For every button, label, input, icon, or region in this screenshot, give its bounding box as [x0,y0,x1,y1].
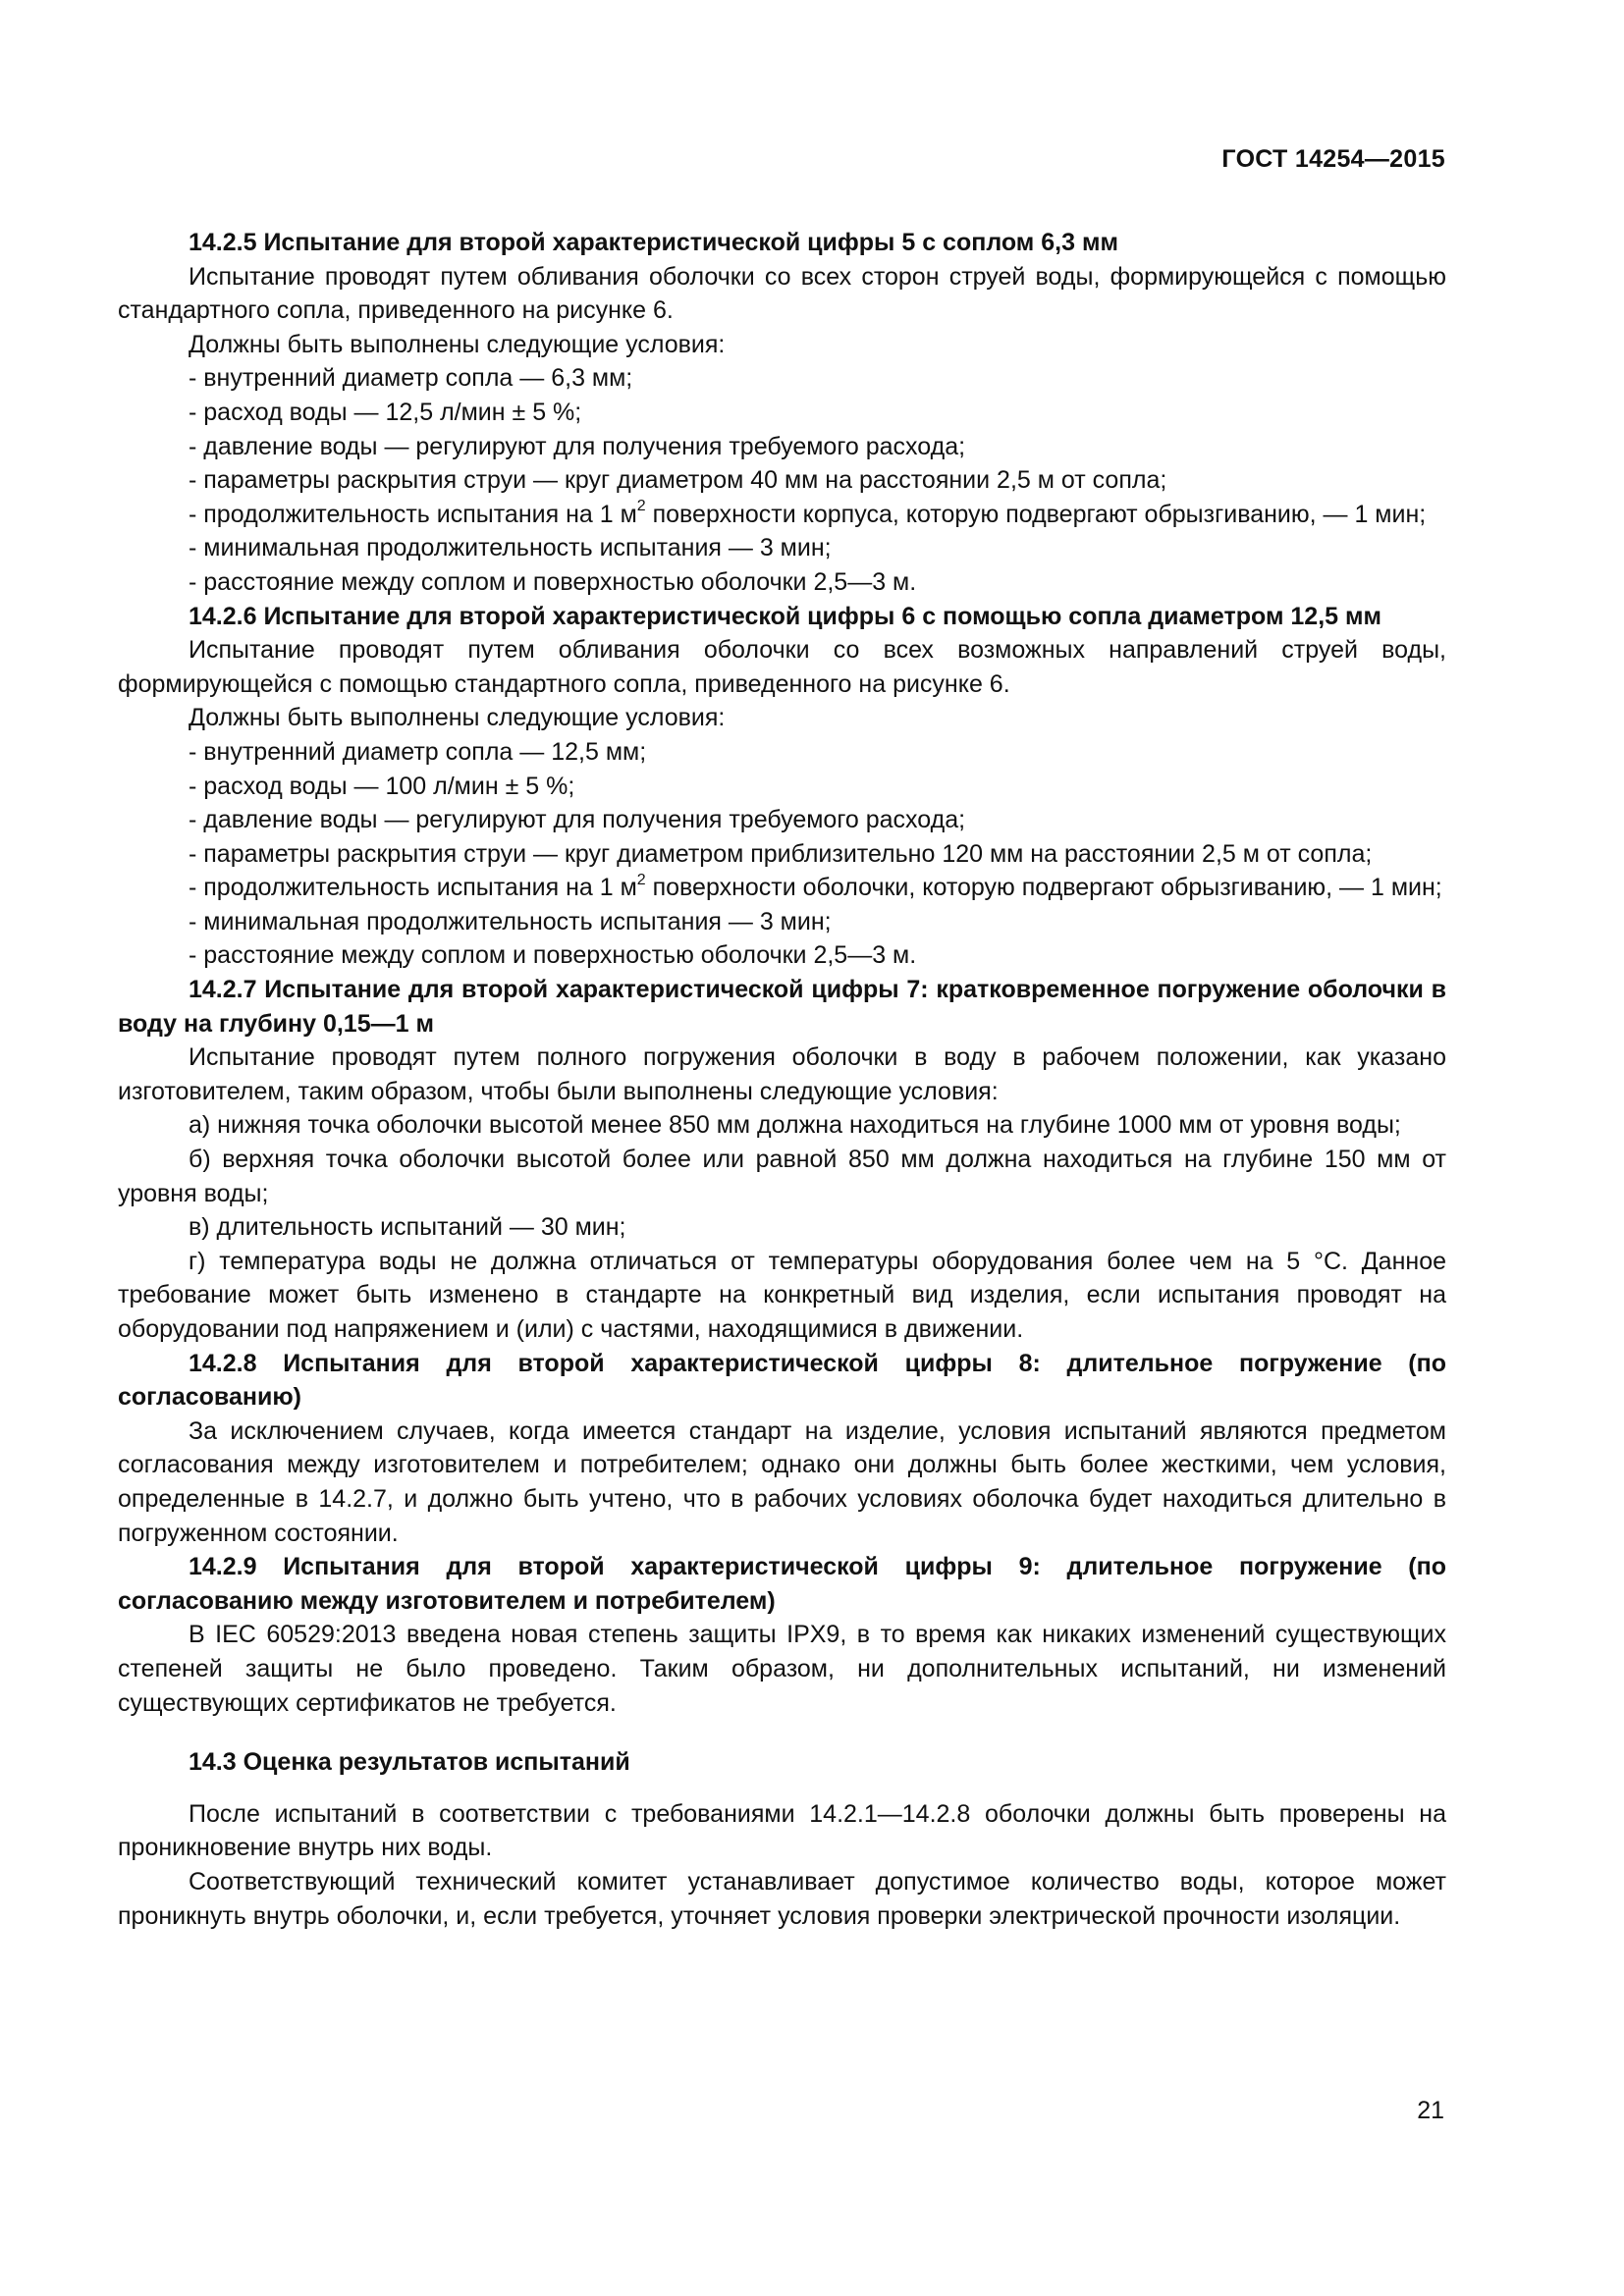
list-item: - расход воды — 12,5 л/мин ± 5 %; [189,398,582,426]
section-heading: 14.2.7 Испытание для второй характеристической цифры 7: кратковременное погружение оболочки в воду на глубину 0,15—1 м [118,976,1446,1038]
list-item: - давление воды — регулируют для получения требуемого расхода; [189,806,966,834]
list-item: г) температура воды не должна отличаться от температуры оборудования более чем на 5 °С. Данное требование может быть изменено в стандарте на конкретный вид изделия, если испытания проводят на оборудовании под напряжением и (или) с частями, находящимися в движении. [118,1247,1446,1343]
list-item [118,871,1446,905]
paragraph: В IEC 60529:2013 введена новая степень защиты IPX9, в то время как никаких изменений существующих степеней защиты не было проведено. Таким образом, ни дополнительных испытаний, ни изменений существующих сертификатов не требуется. [118,1621,1446,1717]
list-item-text: - продолжительность испытания на 1 м [189,874,637,902]
list-item: в) длительность испытаний — 30 мин; [189,1213,626,1242]
document-body [118,226,1446,1933]
document-code: ГОСТ 14254—2015 [1221,145,1445,173]
section-heading: 14.2.9 Испытания для второй характеристической цифры 9: длительное погружение (по согласованию между изготовителем и потребителем) [118,1553,1446,1615]
list-item [118,498,1446,532]
list-item: - минимальная продолжительность испытания — 3 мин; [189,907,832,935]
section-heading: 14.2.6 Испытание для второй характеристической цифры 6 с помощью сопла диаметром 12,5 мм [189,602,1381,630]
paragraph: Испытание проводят путем полного погружения оболочки в воду в рабочем положении, как указано изготовителем, таким образом, чтобы были выполнены следующие условия: [118,1043,1446,1105]
section-heading: 14.3 Оценка результатов испытаний [189,1748,630,1777]
paragraph: После испытаний в соответствии с требованиями 14.2.1—14.2.8 оболочки должны быть проверены на проникновение внутрь них воды. [118,1799,1446,1862]
paragraph: Испытание проводят путем обливания оболочки со всех возможных направлений струей воды, формирующейся с помощью стандартного сопла, приведенного на рисунке 6. [118,636,1446,698]
list-item: б) верхняя точка оболочки высотой более или равной 850 мм должна находиться на глубине 150 мм от уровня воды; [118,1146,1446,1207]
list-item: - минимальная продолжительность испытания — 3 мин; [189,534,832,562]
paragraph: Соответствующий технический комитет устанавливает допустимое количество воды, которое может проникнуть внутрь оболочки, и, если требуется, уточняет условия проверки электрической прочности изоляции. [118,1867,1446,1930]
paragraph: Испытание проводят путем обливания оболочки со всех сторон струей воды, формирующейся с помощью стандартного сопла, приведенного на рисунке 6. [118,262,1446,325]
page-number: 21 [1417,2097,1444,2124]
list-item: - расстояние между соплом и поверхностью оболочки 2,5—3 м. [189,941,917,970]
paragraph: Должны быть выполнены следующие условия: [189,330,726,358]
list-item: - внутренний диаметр сопла — 6,3 мм; [189,364,633,393]
section-heading: 14.2.5 Испытание для второй характеристической цифры 5 с соплом 6,3 мм [189,229,1118,256]
list-item-text: поверхности корпуса, которую подвергают обрызгиванию, — 1 мин; [645,500,1427,528]
list-item: - давление воды — регулируют для получения требуемого расхода; [189,432,966,460]
paragraph: За исключением случаев, когда имеется стандарт на изделие, условия испытаний являются предметом согласования между изготовителем и потребителем; однако они должны быть более жесткими, чем условия, определенные в 14.2.7, и должно быть учтено, что в рабочих условиях оболочка будет находиться длительно в погруженном состоянии. [118,1416,1446,1547]
list-item: - параметры раскрытия струи — круг диаметром 40 мм на расстоянии 2,5 м от сопла; [189,466,1167,495]
superscript: 2 [636,871,646,888]
paragraph: Должны быть выполнены следующие условия: [189,704,726,732]
list-item: а) нижняя точка оболочки высотой менее 850 мм должна находиться на глубине 1000 мм от уровня воды; [189,1111,1401,1140]
list-item: - параметры раскрытия струи — круг диаметром приблизительно 120 мм на расстоянии 2,5 м от сопла; [189,839,1373,868]
list-item: - расход воды — 100 л/мин ± 5 %; [189,772,575,800]
list-item: - расстояние между соплом и поверхностью оболочки 2,5—3 м. [189,567,917,596]
list-item-text: - продолжительность испытания на 1 м [189,500,637,528]
section-heading: 14.2.8 Испытания для второй характеристической цифры 8: длительное погружение (по согласованию) [118,1349,1446,1412]
list-item-text: поверхности оболочки, которую подвергают обрызгиванию, — 1 мин; [645,874,1442,902]
superscript: 2 [636,498,646,515]
list-item: - внутренний диаметр сопла — 12,5 мм; [189,737,647,766]
